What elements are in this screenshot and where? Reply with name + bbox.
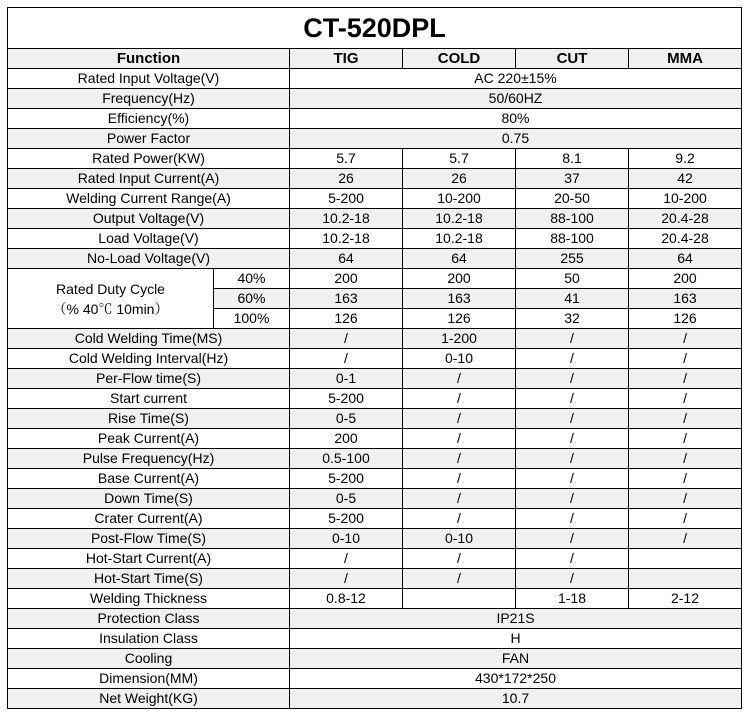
row-value: / — [516, 489, 629, 509]
row-label: Post-Flow Time(S) — [8, 529, 290, 549]
row-value: 0.8-12 — [290, 589, 403, 609]
spec-sheet — [7, 7, 742, 709]
row-value: / — [516, 509, 629, 529]
row-value: 20-50 — [516, 189, 629, 209]
row-value: 64 — [403, 249, 516, 269]
row-value: 88-100 — [516, 209, 629, 229]
row-value: 5.7 — [290, 149, 403, 169]
row-value: / — [516, 349, 629, 369]
row-label: Efficiency(%) — [8, 109, 290, 129]
row-value: 5.7 — [403, 149, 516, 169]
row-label: Hot-Start Current(A) — [8, 549, 290, 569]
row-value: / — [403, 549, 516, 569]
row-label: Cold Welding Time(MS) — [8, 329, 290, 349]
row-value: 10.2-18 — [403, 209, 516, 229]
table-row — [8, 349, 742, 369]
row-value: FAN — [290, 649, 742, 669]
table-row — [8, 389, 742, 409]
row-value: / — [629, 469, 742, 489]
table-row — [8, 189, 742, 209]
row-label: Base Current(A) — [8, 469, 290, 489]
row-value: 0-1 — [290, 369, 403, 389]
row-value: AC 220±15% — [290, 69, 742, 89]
row-value: / — [516, 429, 629, 449]
row-value: / — [403, 429, 516, 449]
table-row — [8, 449, 742, 469]
duty-percent: 100% — [214, 309, 290, 329]
row-label: Output Voltage(V) — [8, 209, 290, 229]
row-value: / — [516, 549, 629, 569]
row-label: Per-Flow time(S) — [8, 369, 290, 389]
duty-label-line2: （% 40℃ 10min） — [52, 300, 169, 317]
row-value: / — [629, 349, 742, 369]
row-value — [629, 569, 742, 589]
row-value: 126 — [290, 309, 403, 329]
row-value: / — [629, 429, 742, 449]
table-row — [8, 669, 742, 689]
row-value: 430*172*250 — [290, 669, 742, 689]
page-title: CT-520DPL — [8, 8, 742, 49]
row-value: 80% — [290, 109, 742, 129]
row-label: Down Time(S) — [8, 489, 290, 509]
row-label: Insulation Class — [8, 629, 290, 649]
row-label: Load Voltage(V) — [8, 229, 290, 249]
row-value: / — [516, 329, 629, 349]
table-row — [8, 69, 742, 89]
row-value: / — [290, 569, 403, 589]
table-row — [8, 329, 742, 349]
table-row — [8, 429, 742, 449]
row-value: 0.5-100 — [290, 449, 403, 469]
row-value: 5-200 — [290, 469, 403, 489]
row-value: / — [629, 409, 742, 429]
row-value — [403, 589, 516, 609]
row-value: 163 — [403, 289, 516, 309]
header-cell: CUT — [516, 49, 629, 69]
row-label: Welding Current Range(A) — [8, 189, 290, 209]
row-value: 0-5 — [290, 409, 403, 429]
row-value: 163 — [290, 289, 403, 309]
row-value: 20.4-28 — [629, 209, 742, 229]
row-label: Protection Class — [8, 609, 290, 629]
row-value: 5-200 — [290, 189, 403, 209]
table-row — [8, 529, 742, 549]
row-value: 200 — [629, 269, 742, 289]
row-value: 0-5 — [290, 489, 403, 509]
table-row — [8, 569, 742, 589]
duty-label — [8, 269, 214, 329]
row-value: 64 — [290, 249, 403, 269]
row-label: Cooling — [8, 649, 290, 669]
table-row — [8, 409, 742, 429]
row-value: 255 — [516, 249, 629, 269]
row-value: / — [516, 529, 629, 549]
table-row — [8, 169, 742, 189]
header-cell: TIG — [290, 49, 403, 69]
row-value — [629, 549, 742, 569]
row-value: 1-18 — [516, 589, 629, 609]
row-value: / — [403, 569, 516, 589]
row-label: Welding Thickness — [8, 589, 290, 609]
row-value: 42 — [629, 169, 742, 189]
row-label: Rated Power(KW) — [8, 149, 290, 169]
row-label: Dimension(MM) — [8, 669, 290, 689]
row-value: / — [516, 449, 629, 469]
row-label: Rise Time(S) — [8, 409, 290, 429]
row-value: / — [403, 489, 516, 509]
duty-row — [8, 269, 742, 289]
row-value: 0.75 — [290, 129, 742, 149]
table-row — [8, 89, 742, 109]
row-value: 1-200 — [403, 329, 516, 349]
table-row — [8, 509, 742, 529]
row-value: 50/60HZ — [290, 89, 742, 109]
row-value: / — [403, 449, 516, 469]
row-label: Cold Welding Interval(Hz) — [8, 349, 290, 369]
table-row — [8, 229, 742, 249]
spec-table-body — [8, 8, 742, 709]
duty-percent: 40% — [214, 269, 290, 289]
row-value: / — [516, 409, 629, 429]
row-label: Rated Input Voltage(V) — [8, 69, 290, 89]
row-value: / — [403, 509, 516, 529]
row-value: 0-10 — [290, 529, 403, 549]
row-value: 200 — [290, 269, 403, 289]
row-value: 10-200 — [403, 189, 516, 209]
row-value: 126 — [403, 309, 516, 329]
header-cell: COLD — [403, 49, 516, 69]
row-value: H — [290, 629, 742, 649]
row-value: 10.2-18 — [290, 209, 403, 229]
duty-label-line1: Rated Duty Cycle — [56, 280, 165, 297]
table-row — [8, 149, 742, 169]
row-label: Hot-Start Time(S) — [8, 569, 290, 589]
row-value: 2-12 — [629, 589, 742, 609]
row-value: / — [629, 449, 742, 469]
table-row — [8, 689, 742, 709]
table-row — [8, 609, 742, 629]
row-value: / — [629, 329, 742, 349]
row-value: 26 — [290, 169, 403, 189]
row-value: / — [403, 389, 516, 409]
row-value: / — [290, 329, 403, 349]
row-value: IP21S — [290, 609, 742, 629]
spec-table — [7, 7, 742, 709]
row-value: 5-200 — [290, 509, 403, 529]
row-value: 41 — [516, 289, 629, 309]
row-value: / — [290, 549, 403, 569]
row-value: / — [629, 509, 742, 529]
row-value: 5-200 — [290, 389, 403, 409]
row-label: Pulse Frequency(Hz) — [8, 449, 290, 469]
row-value: 20.4-28 — [629, 229, 742, 249]
row-value: / — [629, 369, 742, 389]
table-row — [8, 469, 742, 489]
row-value: 200 — [290, 429, 403, 449]
row-value: / — [403, 409, 516, 429]
row-value: 10.7 — [290, 689, 742, 709]
row-label: Frequency(Hz) — [8, 89, 290, 109]
row-value: 8.1 — [516, 149, 629, 169]
row-value: / — [516, 469, 629, 489]
table-row — [8, 589, 742, 609]
duty-percent: 60% — [214, 289, 290, 309]
row-value: / — [516, 369, 629, 389]
row-value: 200 — [403, 269, 516, 289]
row-value: 88-100 — [516, 229, 629, 249]
row-label: Crater Current(A) — [8, 509, 290, 529]
row-value: 163 — [629, 289, 742, 309]
row-value: / — [629, 489, 742, 509]
row-value: / — [516, 569, 629, 589]
row-label: No-Load Voltage(V) — [8, 249, 290, 269]
header-row — [8, 49, 742, 69]
row-value: 9.2 — [629, 149, 742, 169]
row-value: / — [290, 349, 403, 369]
table-row — [8, 549, 742, 569]
table-row — [8, 109, 742, 129]
table-row — [8, 629, 742, 649]
table-row — [8, 489, 742, 509]
row-value: / — [403, 369, 516, 389]
row-label: Peak Current(A) — [8, 429, 290, 449]
row-value: 0-10 — [403, 529, 516, 549]
row-value: 126 — [629, 309, 742, 329]
row-label: Start current — [8, 389, 290, 409]
row-value: / — [403, 469, 516, 489]
row-value: 37 — [516, 169, 629, 189]
row-label: Rated Input Current(A) — [8, 169, 290, 189]
row-value: 10.2-18 — [403, 229, 516, 249]
row-label: Net Weight(KG) — [8, 689, 290, 709]
header-cell: Function — [8, 49, 290, 69]
header-cell: MMA — [629, 49, 742, 69]
table-row — [8, 649, 742, 669]
row-label: Power Factor — [8, 129, 290, 149]
row-value: 0-10 — [403, 349, 516, 369]
table-row — [8, 369, 742, 389]
row-value: / — [629, 389, 742, 409]
row-value: / — [516, 389, 629, 409]
row-value: 26 — [403, 169, 516, 189]
row-value: 10.2-18 — [290, 229, 403, 249]
row-value: 32 — [516, 309, 629, 329]
row-value: 64 — [629, 249, 742, 269]
row-value: 10-200 — [629, 189, 742, 209]
table-row — [8, 209, 742, 229]
row-value: / — [629, 529, 742, 549]
table-row — [8, 249, 742, 269]
row-value: 50 — [516, 269, 629, 289]
table-row — [8, 129, 742, 149]
title-row — [8, 8, 742, 49]
